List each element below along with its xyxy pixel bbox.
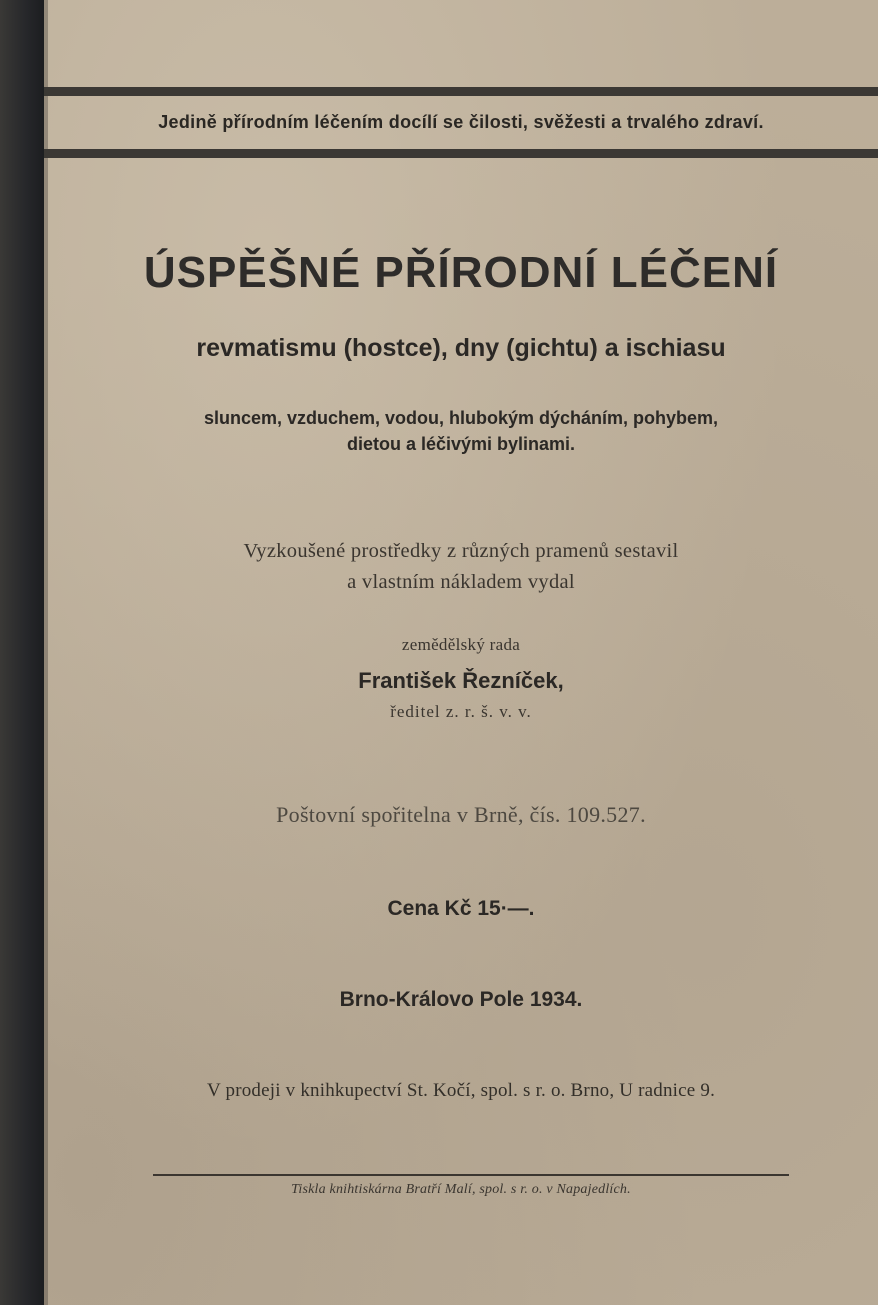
price: Cena Kč 15·—. [387, 897, 535, 920]
compiled-line-1: Vyzkoušené prostředky z různých pramenů sestavil [243, 540, 679, 562]
motto-bottom-rule [44, 149, 878, 158]
sale-info: V prodeji v knihkupectví St. Kočí, spol. s r. o. Brno, U radnice 9. [206, 1080, 716, 1101]
postal-savings-info: Poštovní spořitelna v Brně, čís. 109.527. [276, 802, 646, 827]
book-title: ÚSPĚŠNÉ PŘÍRODNÍ LÉČENÍ [143, 248, 779, 297]
printer-credit: Tiskla knihtiskárna Bratří Malí, spol. s r. o. v Napajedlích. [291, 1182, 631, 1197]
top-rule [44, 87, 878, 96]
publication-place-year: Brno-Královo Pole 1934. [339, 988, 583, 1011]
compilation-note [44, 536, 878, 598]
author-name: František Řezníček, [358, 668, 564, 693]
author-title: ředitel z. r. š. v. v. [390, 702, 532, 721]
book-spine [0, 0, 44, 1305]
author-role: zemědělský rada [401, 635, 521, 654]
book-subtitle: revmatismu (hostce), dny (gichtu) a ischiasu [196, 334, 726, 362]
methods-line-1: sluncem, vzduchem, vodou, hlubokým dýcháním, pohybem, [203, 408, 719, 428]
methods-line-2: dietou a léčivými bylinami. [346, 434, 576, 454]
motto: Jedině přírodním léčením docílí se čilosti, svěžesti a trvalého zdraví. [158, 111, 764, 132]
treatment-methods [44, 405, 878, 457]
compiled-line-2: a vlastním nákladem vydal [347, 571, 575, 593]
printer-divider [153, 1174, 789, 1176]
